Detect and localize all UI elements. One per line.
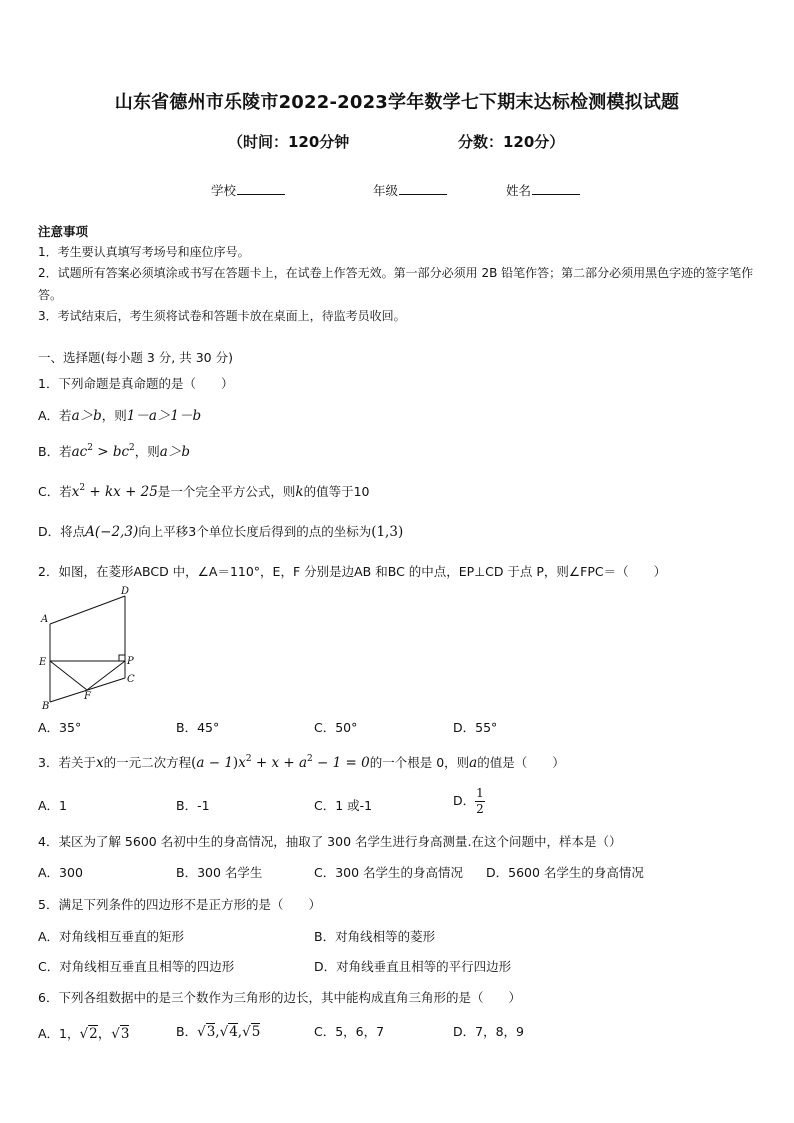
q4-stem: 4．某区为了解 5600 名初中生的身高情况，抽取了 300 名学生进行身高测量.在这个问题中，样本是（） xyxy=(38,834,622,849)
q3-option-a[interactable]: A．1 xyxy=(38,798,68,813)
note-item: 3．考试结束后，考生须将试卷和答题卡放在桌面上，待监考员收回。 xyxy=(38,309,406,323)
q1-d-text: 向上平移 xyxy=(138,524,189,539)
name-field xyxy=(506,181,580,199)
q3-prefix: 3．若关于 xyxy=(38,755,96,770)
q1-a-prefix: A．若 xyxy=(38,408,72,423)
q2-stem: 2．如图，在菱形ABCD 中，∠A＝110°，E，F 分别是边AB 和BC 的中点，EP⊥CD 于点 P，则∠FPC＝（ ） xyxy=(38,564,667,579)
q1-a-concl: 1－a＞1－b xyxy=(126,408,202,424)
q6-option-b[interactable] xyxy=(176,1022,260,1040)
q1-c-k: k xyxy=(295,484,304,500)
q3-equation: $(a - 1)x^2 + x + a^2 - 1 = 0$ xyxy=(191,754,370,771)
q6-option-c[interactable]: C．5，6，7 xyxy=(314,1024,385,1039)
q1-a-cond: a＞b xyxy=(71,408,102,424)
q3-option-c[interactable]: C．1 或-1 xyxy=(314,798,373,813)
q6-a-math: √2，√3 xyxy=(79,1026,130,1042)
q3-d-fraction: $\frac{1}{2}$ xyxy=(476,786,484,816)
q1-a-mid: ，则 xyxy=(101,408,127,423)
q4-option-b[interactable]: B．300 名学生 xyxy=(176,865,263,880)
fig-label-f: F xyxy=(84,691,91,702)
q1-c-prefix: C．若 xyxy=(38,484,72,499)
q5-stem: 5．满足下列条件的四边形不是正方形的是（ ） xyxy=(38,897,321,912)
fig-label-b: B xyxy=(42,701,50,712)
note-item: 1．考生要认真填写考场号和座位序号。 xyxy=(38,245,250,259)
q1-c-math: $x^2$ + kx + 25 xyxy=(71,483,158,500)
q2-option-c[interactable]: C．50° xyxy=(314,720,358,735)
q1-option-a xyxy=(38,404,201,424)
fig-label-e: E xyxy=(39,657,47,668)
fig-label-p: P xyxy=(127,656,134,667)
q1-d-result: (1,3) xyxy=(371,524,404,540)
q2-option-b[interactable]: B．45° xyxy=(176,720,220,735)
q1-stem: 1．下列命题是真命题的是（ ） xyxy=(38,376,234,391)
q1-c-val: 10 xyxy=(353,484,370,499)
q2-option-a[interactable]: A．35° xyxy=(38,720,82,735)
q3-option-b[interactable]: B．-1 xyxy=(176,798,210,813)
note-item: 2．试题所有答案必须填涂或书写在答题卡上，在试卷上作答无效。第一部分必须用 2B 铅笔作答；第二部分必须用黑色字迹的签字笔作答。 xyxy=(38,266,754,302)
q3-mid: 的一元二次方程 xyxy=(103,755,192,770)
section-title: 一、选择题(每小题 3 分, 共 30 分) xyxy=(38,350,233,365)
q5-option-d[interactable]: D．对角线垂直且相等的平行四边形 xyxy=(314,959,512,974)
school-field xyxy=(211,181,285,199)
q1-option-b xyxy=(38,440,190,460)
q4-option-c[interactable]: C．300 名学生的身高情况 xyxy=(314,865,464,880)
q4-option-a[interactable]: A．300 xyxy=(38,865,83,880)
q3-a: a xyxy=(469,755,478,771)
q6-b-math: √3,√4,√5 xyxy=(197,1024,261,1040)
q6-b-label: B． xyxy=(176,1024,198,1039)
q1-d-point: A(−2,3) xyxy=(85,524,139,540)
q1-b-prefix: B．若 xyxy=(38,444,72,459)
page-title: 山东省德州市乐陵市2022-2023学年数学七下期末达标检测模拟试题 xyxy=(114,92,680,113)
q3-suffix: 的值是（ ） xyxy=(477,755,565,770)
q1-b-concl: a＞b xyxy=(159,444,190,460)
q5-option-c[interactable]: C．对角线相互垂直且相等的四边形 xyxy=(38,959,235,974)
grade-field xyxy=(373,181,447,199)
q6-option-a[interactable] xyxy=(38,1022,129,1042)
q6-stem: 6．下列各组数据中的是三个数作为三角形的边长，其中能构成直角三角形的是（ ） xyxy=(38,990,521,1005)
name-blank[interactable] xyxy=(532,182,580,195)
school-blank[interactable] xyxy=(237,182,285,195)
q3-x: x xyxy=(95,755,104,771)
q1-c-suffix: 的值等于 xyxy=(303,484,354,499)
rhombus-figure xyxy=(36,584,146,712)
school-label: 学校 xyxy=(211,183,237,198)
notes-title: 注意事项 xyxy=(38,224,89,239)
q1-option-d xyxy=(38,522,403,540)
q1-d-prefix: D．将点 xyxy=(38,524,86,539)
q4-option-d[interactable]: D．5600 名学生的身高情况 xyxy=(486,865,644,880)
q6-a-label: A．1， xyxy=(38,1026,80,1041)
q3-option-d[interactable] xyxy=(453,786,485,817)
grade-label: 年级 xyxy=(373,183,399,198)
q6-option-d[interactable]: D．7，8，9 xyxy=(453,1024,524,1039)
q3-d-label: D． xyxy=(453,793,476,808)
q1-b-math: $ac^2 > bc^2$ xyxy=(71,443,135,460)
q2-option-d[interactable]: D．55° xyxy=(453,720,498,735)
q1-d-three: 3 xyxy=(188,524,197,539)
fig-label-d: D xyxy=(121,586,130,597)
q1-c-text: 是一个完全平方公式，则 xyxy=(157,484,296,499)
exam-score: 分数：120分） xyxy=(458,133,565,151)
name-label: 姓名 xyxy=(506,183,532,198)
grade-blank[interactable] xyxy=(399,182,447,195)
q3-stem xyxy=(38,753,565,771)
q1-b-then: ，则 xyxy=(134,444,160,459)
fig-label-a: A xyxy=(41,614,49,625)
q5-option-a[interactable]: A．对角线相互垂直的矩形 xyxy=(38,929,185,944)
q1-option-c xyxy=(38,482,369,500)
q3-after: 的一个根是 0，则 xyxy=(369,755,470,770)
q1-d-text2: 个单位长度后得到的点的坐标为 xyxy=(196,524,372,539)
fig-label-c: C xyxy=(127,674,135,685)
exam-time: （时间：120分钟 xyxy=(228,133,350,151)
q5-option-b[interactable]: B．对角线相等的菱形 xyxy=(314,929,436,944)
